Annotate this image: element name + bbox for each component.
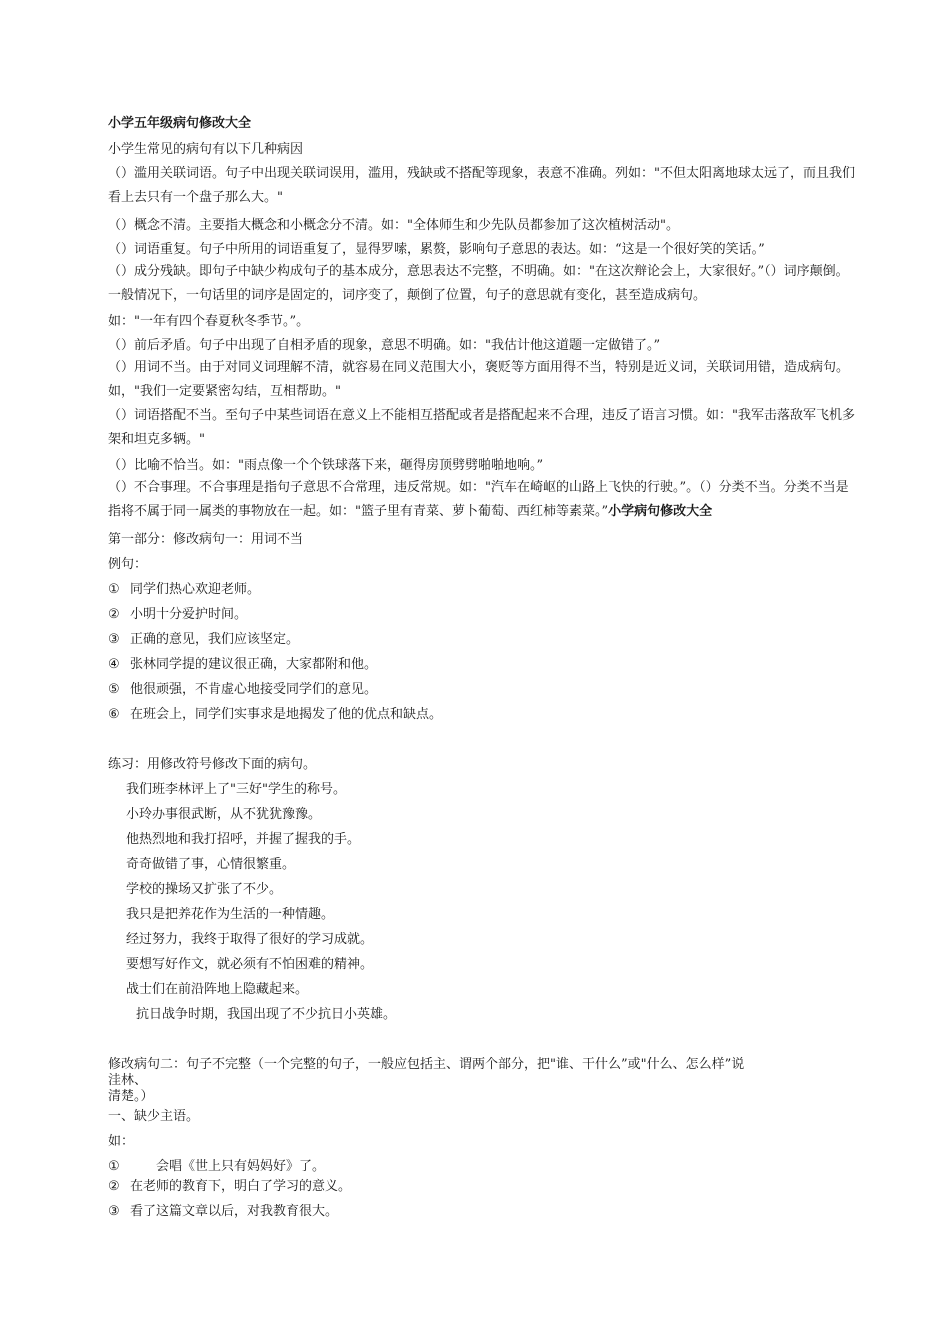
item-number: ③ (108, 1204, 120, 1219)
example-item (108, 582, 260, 598)
example-item (108, 682, 377, 698)
item-text: 正确的意见，我们应该坚定。 (130, 632, 300, 647)
practice-item: 学校的操场又扩张了不少。 (126, 882, 283, 897)
item-number: ④ (108, 657, 120, 672)
item-number: ③ (108, 632, 120, 647)
example-item (108, 1204, 338, 1220)
cause-contradiction: （）前后矛盾。句子中出现了自相矛盾的现象，意思不明确。如："我估计他这道题一定做错了。” (108, 338, 661, 353)
item-text: 同学们热心欢迎老师。 (130, 582, 261, 597)
example-item (108, 632, 299, 648)
document-title: 小学五年级病句修改大全 (108, 116, 252, 131)
item-text: 他很顽强，不肯虚心地接受同学们的意见。 (130, 682, 378, 697)
item-number: ① (108, 582, 120, 597)
section-title-inline: 小学病句修改大全 (608, 504, 713, 519)
part2-heading: 修改病句二：句子不完整（一个完整的句子，一般应包括主、谓两个部分，把"谁、干什么”或"什么、怎么样”说 (108, 1057, 745, 1072)
practice-item: 他热烈地和我打招呼，并握了握我的手。 (126, 832, 361, 847)
practice-item: 经过努力，我终于取得了很好的学习成就。 (126, 932, 374, 947)
item-number: ② (108, 1179, 120, 1194)
item-number: ① (108, 1159, 120, 1174)
practice-item: 战士们在前沿阵地上隐藏起来。 (126, 982, 309, 997)
example-item (108, 1179, 351, 1195)
example-item (108, 707, 442, 723)
item-text: 会唱《世上只有妈妈好》了。 (130, 1159, 326, 1174)
cause-collocation: （）词语搭配不当。至句子中某些词语在意义上不能相互搭配或者是搭配起来不合理，违反了语言习惯。如："我军击落敌军飞机多架和坦克多辆。" (108, 408, 855, 447)
cause-repetition: （）词语重复。句子中所用的词语重复了，显得罗嗦，累赘，影响句子意思的表达。如：“这是一个很好笑的笑话。” (108, 242, 765, 257)
part2-subheading: 一、缺少主语。 (108, 1109, 200, 1124)
practice-label: 练习：用修改符号修改下面的病句。 (108, 757, 317, 772)
practice-item: 要想写好作文，就必须有不怕困难的精神。 (126, 957, 374, 972)
example-item (108, 657, 377, 673)
cause-unclear-concept: （）概念不清。主要指大概念和小概念分不清。如："全体师生和少先队员都参加了这次植树活动"。 (108, 218, 679, 233)
intro-text: 小学生常见的病句有以下几种病因 (108, 142, 304, 157)
item-number: ⑥ (108, 707, 120, 722)
practice-item: 奇奇做错了事，心情很繁重。 (126, 857, 296, 872)
item-text: 小明十分爱护时间。 (130, 607, 248, 622)
practice-item: 小玲办事很武断，从不犹犹豫豫。 (126, 807, 322, 822)
example-item (108, 607, 247, 623)
cause-missing-component: （）成分残缺。即句子中缺少构成句子的基本成分，意思表达不完整，不明确。如："在这次辩论会上，大家很好。”（）词序颠倒。一般情况下，一句话里的词序是固定的，词序变了，颠倒了位置，句子的意思就有变化，甚至造成病句。 (108, 264, 849, 303)
example-item (108, 1159, 325, 1175)
cause-illogical (108, 476, 856, 524)
item-number: ② (108, 607, 120, 622)
cause-metaphor: （）比喻不恰当。如："雨点像一个个铁球落下来，砸得房顶劈劈啪啪地响。” (108, 458, 544, 473)
item-text: 在老师的教育下，明白了学习的意义。 (130, 1179, 352, 1194)
practice-item: 抗日战争时期，我国出现了不少抗日小英雄。 (136, 1007, 397, 1022)
part1-heading: 第一部分：修改病句一：用词不当 (108, 532, 304, 547)
part2-heading-line3: 清楚。） (108, 1089, 154, 1104)
item-text: 在班会上，同学们实事求是地揭发了他的优点和缺点。 (130, 707, 443, 722)
cause-word-order-example: 如："一年有四个春夏秋冬季节。”。 (108, 314, 310, 329)
item-number: ⑤ (108, 682, 120, 697)
part2-label: 如： (108, 1134, 135, 1149)
item-text: 张林同学提的建议很正确，大家都附和他。 (130, 657, 378, 672)
cause-abuse-conjunctions: （）滥用关联词语。句子中出现关联词误用，滥用，残缺或不搭配等现象，表意不准确。列如："不但太阳离地球太远了，而且我们看上去只有一个盘子那么大。" (108, 166, 855, 205)
examples-label: 例句： (108, 557, 148, 572)
part2-heading-line2: 洼林、 (108, 1073, 148, 1088)
practice-item: 我们班李林评上了"三好"学生的称号。 (126, 782, 346, 797)
cause-improper-wording: （）用词不当。由于对同义词理解不清，就容易在同义范围大小，褒贬等方面用得不当，特别是近义词，关联词用错，造成病句。如，"我们一定要紧密勾结，互相帮助。" (108, 360, 850, 399)
item-text: 看了这篇文章以后，对我教育很大。 (130, 1204, 339, 1219)
practice-item: 我只是把养花作为生活的一种情趣。 (126, 907, 335, 922)
cause-illogical-text: （）不合事理。不合事理是指句子意思不合常理，违反常规。如："汽车在崎岖的山路上飞快的行驶。”。（）分类不当。分类不当是指将不属于同一属类的事物放在一起。如："篮子里有青菜、萝卜葡萄、西红柿等素菜。” (108, 480, 849, 519)
